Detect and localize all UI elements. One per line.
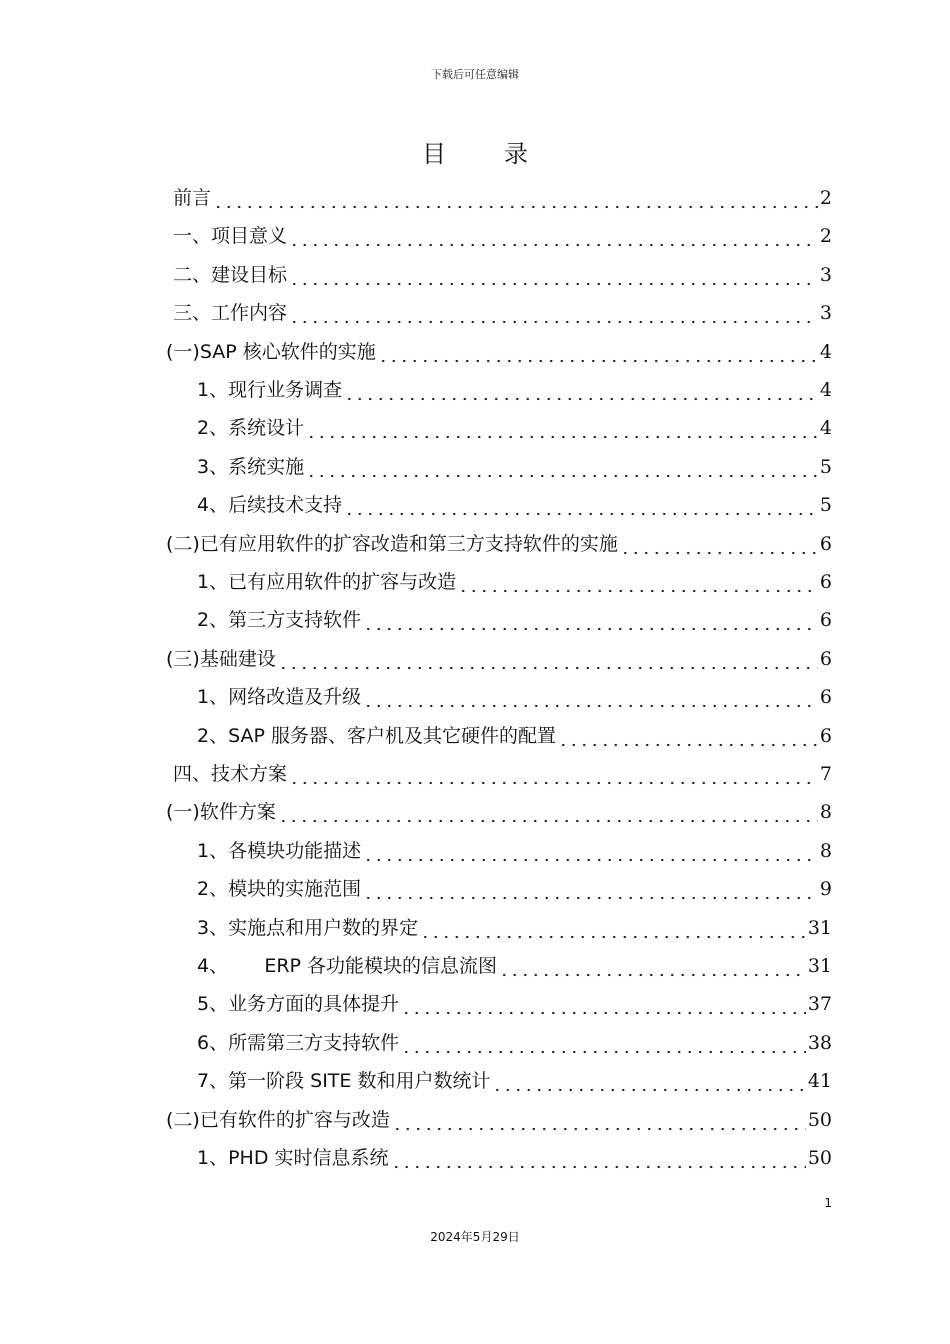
toc-dot-leader <box>363 839 818 863</box>
toc-entry-page: 37 <box>807 993 832 1016</box>
toc-entry-label: 3、系统实施 <box>197 455 305 478</box>
toc-title-left: 目 <box>422 140 446 168</box>
toc-dot-leader <box>401 992 806 1016</box>
toc-entry[interactable] <box>0 718 832 748</box>
toc-dot-leader <box>420 916 806 940</box>
toc-entry-label: 2、SAP 服务器、客户机及其它硬件的配置 <box>197 724 556 747</box>
toc-entry-page: 3 <box>819 263 832 286</box>
toc-entry[interactable] <box>0 334 832 364</box>
toc-dot-leader <box>289 762 818 786</box>
toc-entry-page: 4 <box>819 340 832 363</box>
toc-entry[interactable] <box>0 295 832 325</box>
toc-dot-leader <box>391 1146 806 1170</box>
toc-entry-page: 50 <box>807 1147 832 1169</box>
toc-entry-label: 2、模块的实施范围 <box>197 878 362 901</box>
toc-entry-page: 2 <box>819 187 832 209</box>
toc-entry[interactable] <box>0 910 832 940</box>
toc-dot-leader <box>363 608 818 632</box>
toc-dot-leader <box>289 224 818 248</box>
toc-entry-page: 7 <box>819 763 832 785</box>
toc-dot-leader <box>306 416 818 440</box>
toc-dot-leader <box>289 301 818 325</box>
toc-dot-leader <box>289 263 818 287</box>
toc-entry-label: 1、各模块功能描述 <box>197 839 362 862</box>
toc-dot-leader <box>499 954 806 978</box>
toc-entry-label: 一、项目意义 <box>173 225 288 248</box>
toc-entry-page: 9 <box>819 878 832 901</box>
toc-entry-label: 6、所需第三方支持软件 <box>197 1031 400 1054</box>
toc-entry-label: 2、系统设计 <box>197 417 305 440</box>
toc-entry[interactable] <box>0 1140 832 1170</box>
toc-dot-leader <box>363 877 818 901</box>
toc-entry[interactable] <box>0 602 832 632</box>
toc-entry[interactable] <box>0 1063 832 1093</box>
toc-entry[interactable] <box>0 948 832 978</box>
toc-entry-page: 8 <box>819 839 832 862</box>
toc-entry-page: 31 <box>807 955 832 977</box>
toc-dot-leader <box>278 800 818 824</box>
toc-entry-label: (二)已有软件的扩容与改造 <box>166 1108 390 1131</box>
toc-entry[interactable] <box>0 756 832 786</box>
toc-dot-leader <box>344 493 818 517</box>
toc-entry-page: 4 <box>819 417 832 440</box>
toc-entry-page: 6 <box>819 532 832 555</box>
toc-dot-leader <box>213 186 818 210</box>
toc-entry[interactable] <box>0 180 832 210</box>
toc-entry[interactable] <box>0 794 832 824</box>
toc-dot-leader <box>401 1031 806 1055</box>
toc-entry-label: (三)基础建设 <box>166 647 276 670</box>
toc-entry-page: 3 <box>819 302 832 325</box>
toc-entry-label: (一)SAP 核心软件的实施 <box>166 340 376 363</box>
toc-entry[interactable] <box>0 1102 832 1132</box>
toc-entry[interactable] <box>0 218 832 248</box>
toc-entry-page: 41 <box>807 1070 832 1093</box>
toc-entry-label: 5、业务方面的具体提升 <box>197 993 400 1016</box>
header-note: 下载后可任意编辑 <box>431 68 519 81</box>
toc-entry-page: 8 <box>819 801 832 824</box>
toc-entry-page: 6 <box>819 609 832 632</box>
toc-dot-leader <box>344 378 818 402</box>
toc-entry-page: 6 <box>819 647 832 670</box>
toc-entry[interactable] <box>0 372 832 402</box>
toc-entry-label: 3、实施点和用户数的界定 <box>197 916 419 939</box>
toc-entry[interactable] <box>0 833 832 863</box>
toc-entry-page: 2 <box>819 225 832 248</box>
toc-dot-leader <box>492 1069 805 1093</box>
toc-dot-leader <box>620 532 818 556</box>
toc-entry[interactable] <box>0 449 832 479</box>
toc-entry-page: 5 <box>819 455 832 478</box>
toc-dot-leader <box>458 570 818 594</box>
footer-date: 2024年5月29日 <box>430 1230 520 1244</box>
toc-entry-page: 6 <box>819 724 832 747</box>
toc-entry-label: 4、 ERP 各功能模块的信息流图 <box>197 955 498 977</box>
toc-dot-leader <box>378 340 818 364</box>
toc-entry[interactable] <box>0 526 832 556</box>
toc-entry-page: 31 <box>807 916 832 939</box>
toc-entry-page: 5 <box>819 494 832 517</box>
toc-entry[interactable] <box>0 410 832 440</box>
toc-title <box>0 134 950 169</box>
toc-entry-label: 四、技术方案 <box>173 763 288 785</box>
toc-entry-label: 前言 <box>173 187 212 209</box>
toc-entry-page: 6 <box>819 571 832 593</box>
toc-entry-label: 2、第三方支持软件 <box>197 609 362 632</box>
toc-entry-label: 1、现行业务调查 <box>197 379 343 401</box>
toc-entry-label: 1、网络改造及升级 <box>197 686 362 709</box>
toc-entry-label: 7、第一阶段 SITE 数和用户数统计 <box>197 1070 491 1093</box>
toc-entry-page: 4 <box>819 379 832 401</box>
toc-dot-leader <box>306 455 818 479</box>
toc-dot-leader <box>392 1108 806 1132</box>
toc-entry-page: 6 <box>819 686 832 709</box>
toc-entry-label: (二)已有应用软件的扩容改造和第三方支持软件的实施 <box>166 532 618 555</box>
toc-dot-leader <box>363 685 818 709</box>
toc-dot-leader <box>278 647 818 671</box>
toc-entry[interactable] <box>0 1025 832 1055</box>
toc-entry-label: 4、后续技术支持 <box>197 494 343 517</box>
toc-entry-page: 50 <box>807 1108 832 1131</box>
toc-entry[interactable] <box>0 679 832 709</box>
toc-entry[interactable] <box>0 641 832 671</box>
toc-entry-page: 38 <box>807 1031 832 1054</box>
toc-entry[interactable] <box>0 487 832 517</box>
toc-entry-label: 1、已有应用软件的扩容与改造 <box>197 571 457 593</box>
toc-entry-label: 1、PHD 实时信息系统 <box>197 1147 389 1169</box>
toc-entry-label: 二、建设目标 <box>173 263 288 286</box>
page-number: 1 <box>824 1196 832 1210</box>
toc-entry[interactable] <box>0 564 832 594</box>
toc-entry-label: 三、工作内容 <box>173 302 288 325</box>
toc-dot-leader <box>558 724 818 748</box>
toc-entry-label: (一)软件方案 <box>166 801 276 824</box>
toc-title-right: 录 <box>504 140 528 168</box>
toc-entry[interactable] <box>0 257 832 287</box>
toc-entry[interactable] <box>0 871 832 901</box>
toc-entry[interactable] <box>0 986 832 1016</box>
